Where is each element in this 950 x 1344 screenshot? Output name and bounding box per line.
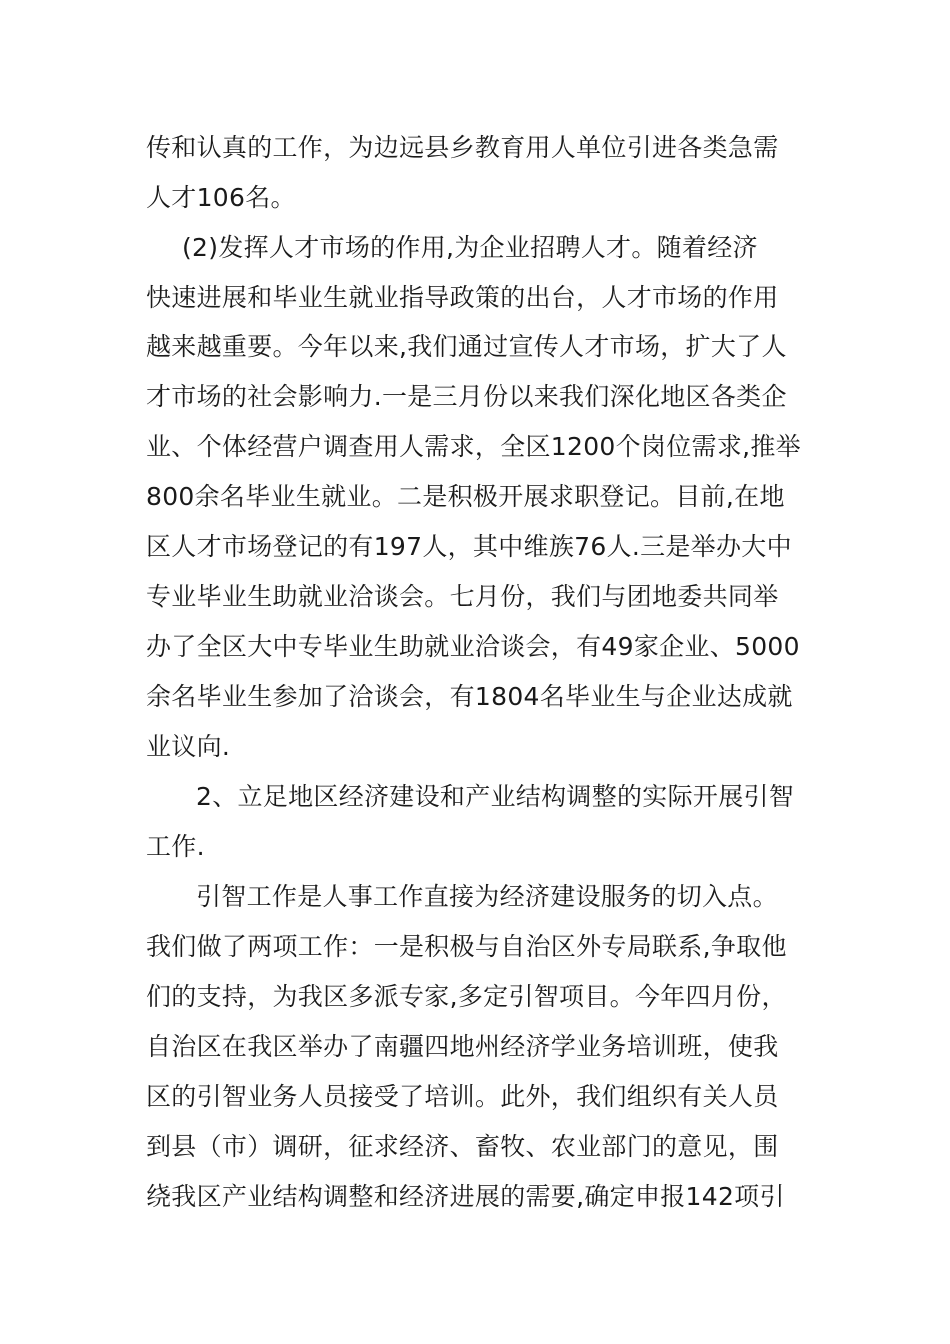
body-text-line: 越来越重要。今年以来,我们通过宣传人才市场，扩大了人 (146, 332, 787, 361)
body-text-line: (2)发挥人才市场的作用,为企业招聘人才。随着经济 (182, 233, 758, 262)
body-text-line: 区人才市场登记的有197人，其中维族76人.三是举办大中 (146, 532, 792, 561)
body-text-line: 办了全区大中专毕业生助就业洽谈会，有49家企业、5000 (146, 632, 800, 661)
body-text-line: 传和认真的工作，为边远县乡教育用人单位引进各类急需 (146, 133, 779, 162)
body-text-line: 业议向. (146, 732, 231, 761)
body-text-line: 业、个体经营户调查用人需求，全区1200个岗位需求,推举 (146, 432, 801, 461)
body-text-line: 自治区在我区举办了南疆四地州经济学业务培训班，使我 (146, 1032, 779, 1061)
body-text-line: 余名毕业生参加了洽谈会，有1804名毕业生与企业达成就 (146, 682, 793, 711)
body-text-line: 800余名毕业生就业。二是积极开展求职登记。目前,在地 (146, 482, 785, 511)
body-text-line: 人才106名。 (146, 183, 296, 212)
body-text-line: 绕我区产业结构调整和经济进展的需要,确定申报142项引 (146, 1182, 785, 1211)
body-text-line: 们的支持，为我区多派专家,多定引智项目。今年四月份， (146, 982, 787, 1011)
body-text-line: 才市场的社会影响力.一是三月份以来我们深化地区各类企 (146, 382, 787, 411)
section-heading: 2、立足地区经济建设和产业结构调整的实际开展引智 (196, 782, 795, 811)
body-text-line: 快速进展和毕业生就业指导政策的出台，人才市场的作用 (146, 283, 779, 312)
body-text-line: 引智工作是人事工作直接为经济建设服务的切入点。 (196, 882, 778, 911)
body-text-line: 到县（市）调研，征求经济、畜牧、农业部门的意见，围 (146, 1132, 779, 1161)
body-text-line: 区的引智业务人员接受了培训。此外，我们组织有关人员 (146, 1082, 779, 1111)
body-text-line: 我们做了两项工作：一是积极与自治区外专局联系,争取他 (146, 932, 787, 961)
body-text-line: 专业毕业生助就业洽谈会。七月份，我们与团地委共同举 (146, 582, 779, 611)
section-heading: 工作. (146, 832, 205, 861)
